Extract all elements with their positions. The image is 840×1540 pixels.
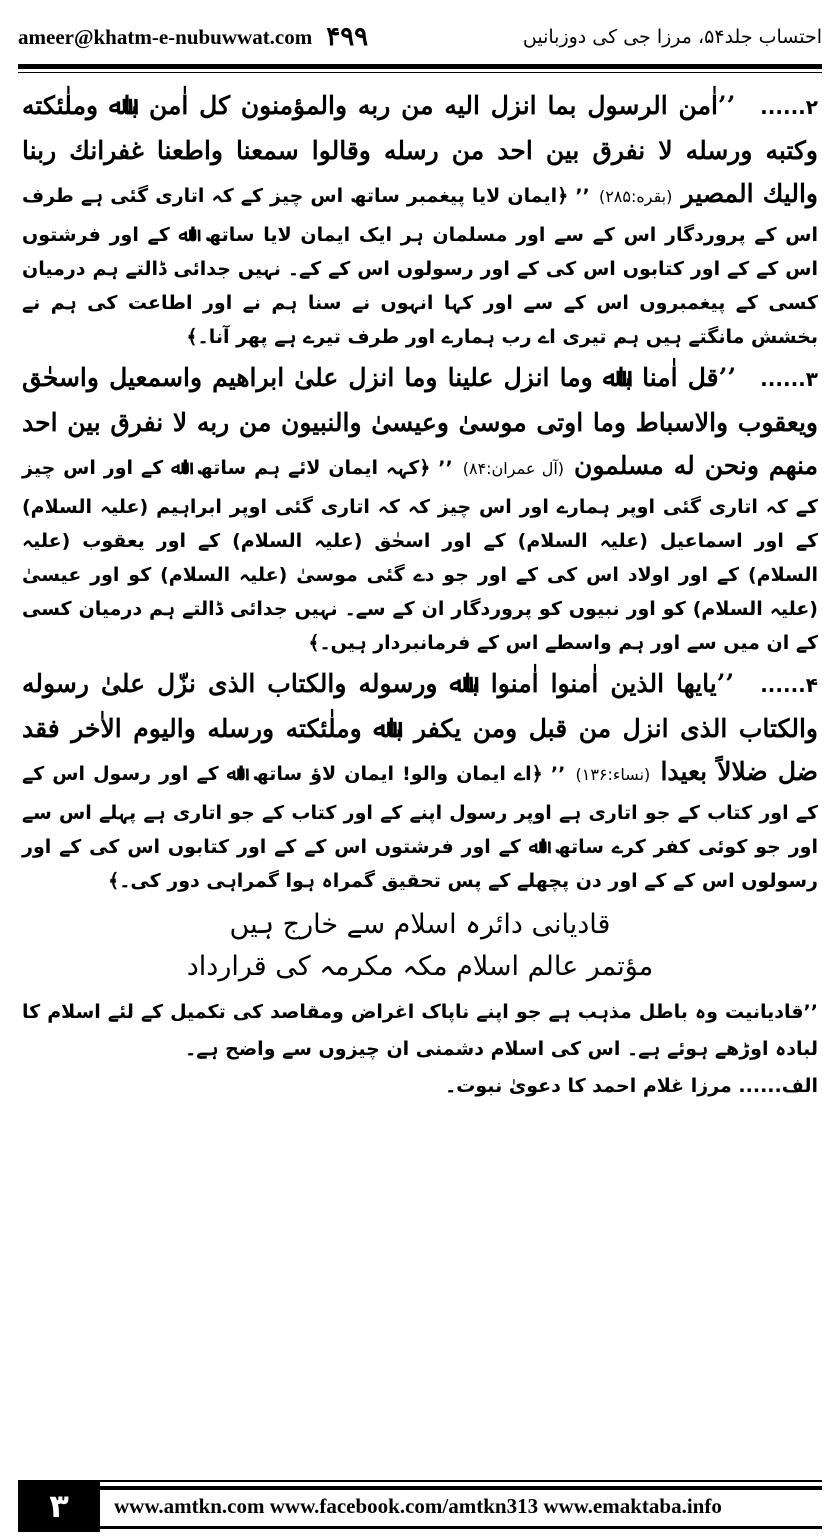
verse-reference: (نساء:۱۳۶) xyxy=(575,765,651,784)
arabic-verse: ’’اٰمن الرسول بما انزل الیه من ربه والمؤمنون کل اٰمن باﷲ وملٰئکته وکتبه ورسله لا نفرق بین احد من رسله وقالوا سمعنا واطعنا غفرانك ربنا والیك المصیر xyxy=(22,91,818,208)
verse-section-2 xyxy=(22,84,818,354)
verse-reference: (بقره:۲۸۵) xyxy=(598,187,673,206)
verse-section-3 xyxy=(22,356,818,660)
section-number: ۲...... xyxy=(760,95,818,119)
urdu-translation: ’’ ﴿ایمان لایا پیغمبر ساتھ اس چیز کے کہ اتاری گئی ہے طرف اس کے پروردگار اس کے سے اور مسلمان ہر ایک ایمان لایا ساتھ اﷲ کے اور فرشتوں اس کے کے اور کتابوں اس کی کے اور رسولوں اس کے کے۔ نہیں جدائی ڈالتے ہم درمیان کسی کے پیغمبروں اس کے سے اور کہا انہوں نے سنا ہم نے اور اطاعت کی ہم نے بخشش مانگتے ہیں ہم تیری اے رب ہمارے اور طرف تیرے ہے پھر آنا۔﴾ xyxy=(22,185,818,348)
section-number: ۳...... xyxy=(760,367,818,391)
section-number: ۴...... xyxy=(760,673,818,697)
header-rule-thick xyxy=(18,64,822,69)
verse-reference: (آل عمران:۸۴) xyxy=(462,459,565,478)
header-rule-thin xyxy=(18,72,822,73)
page-footer xyxy=(18,1480,822,1526)
footer-number-box: ۳ xyxy=(18,1480,100,1532)
page-header xyxy=(18,14,822,60)
footer-rule-bottom xyxy=(88,1526,822,1529)
urdu-translation: ’’ ﴿اے ایمان والو! ایمان لاؤ ساتھ اﷲ کے اور رسول اس کے کے اور کتاب کے جو اتاری ہے اوپر رسول اپنے کے اور کتاب کے جو اتاری ہے پہلے اس سے اور جو کوئی کفر کرے ساتھ اﷲ کے اور فرشتوں اس کے کے اور کتابوں اس کی کے اور رسولوں اس کے کے اور دن پچھلے کے پس تحقیق گمراہ ہوا گمراہی دور کی۔﴾ xyxy=(22,763,818,892)
resolution-quote xyxy=(22,994,818,1105)
verse-section-4 xyxy=(22,662,818,898)
footer-links[interactable]: www.amtkn.com www.facebook.com/amtkn313 www.emaktaba.info xyxy=(114,1494,722,1518)
heading-muslim-world-resolution: مؤتمر عالم اسلام مکہ مکرمہ کی قرارداد xyxy=(186,951,654,982)
section-headings xyxy=(22,904,818,988)
quote-item-a: الف...... مرزا غلام احمد کا دعویٰ نبوت۔ xyxy=(445,1075,818,1097)
header-title: احتساب جلد۵۴، مرزا جی کی دوزبانیں xyxy=(522,26,822,48)
header-left xyxy=(18,22,368,52)
arabic-verse: ’’یایها الذین اٰمنوا اٰمنوا باﷲ ورسوله والکتاب الذی نزّل علیٰ رسوله والکتاب الذی انزل من قبل ومن یکفر باﷲ وملٰئکته ورسله والیوم الاٰخر فقد ضل ضلالاً بعیدا xyxy=(22,669,818,786)
footer-rule-thick xyxy=(18,1486,822,1490)
heading-qadiani-outside-islam: قادیانی دائرہ اسلام سے خارج ہیں xyxy=(229,909,611,940)
quote-text: ’’قادیانیت وہ باطل مذہب ہے جو اپنے ناپاک اغراض ومقاصد کی تکمیل کے لئے اسلام کا لبادہ اوڑھے ہوئے ہے۔ اس کی اسلام دشمنی ان چیزوں سے واضح ہے۔ xyxy=(22,1001,818,1060)
arabic-verse: ’’قل اٰمنا باﷲ وما انزل علینا وما انزل علیٰ ابراهیم واسمعیل واسحٰق ویعقوب والاسباط وما اوتی موسیٰ وعیسیٰ والنبیون من ربه لا نفرق بین احد منهم ونحن له مسلمون xyxy=(22,363,818,480)
footer-rule-top xyxy=(18,1480,822,1482)
urdu-translation: ’’ ﴿کہہ ایمان لائے ہم ساتھ اﷲ کے اور اس چیز کے کہ اتاری گئی اوپر ہمارے اور اس چیز کہ کہ اتاری گئی اوپر ابراہیم (علیہ السلام) کے اور اسماعیل (علیہ السلام) کے اور اسحٰق (علیہ السلام) کے اور یعقوب (علیہ السلام) کے اور اولاد اس کی کے اور جو دے گئی موسیٰ (علیہ السلام) کو اور عیسیٰ (علیہ السلام) کو اور نبیوں کو پروردگار ان کے سے۔ نہیں جدائی ڈالتے ہم درمیان کسی کے ان میں سے اور ہم واسطے اس کے فرمانبردار ہیں۔﴾ xyxy=(22,457,818,654)
header-email[interactable]: ameer@khatm-e-nubuwwat.com xyxy=(18,24,313,49)
page-number: ۴۹۹ xyxy=(326,22,369,52)
page-body xyxy=(22,84,818,1107)
